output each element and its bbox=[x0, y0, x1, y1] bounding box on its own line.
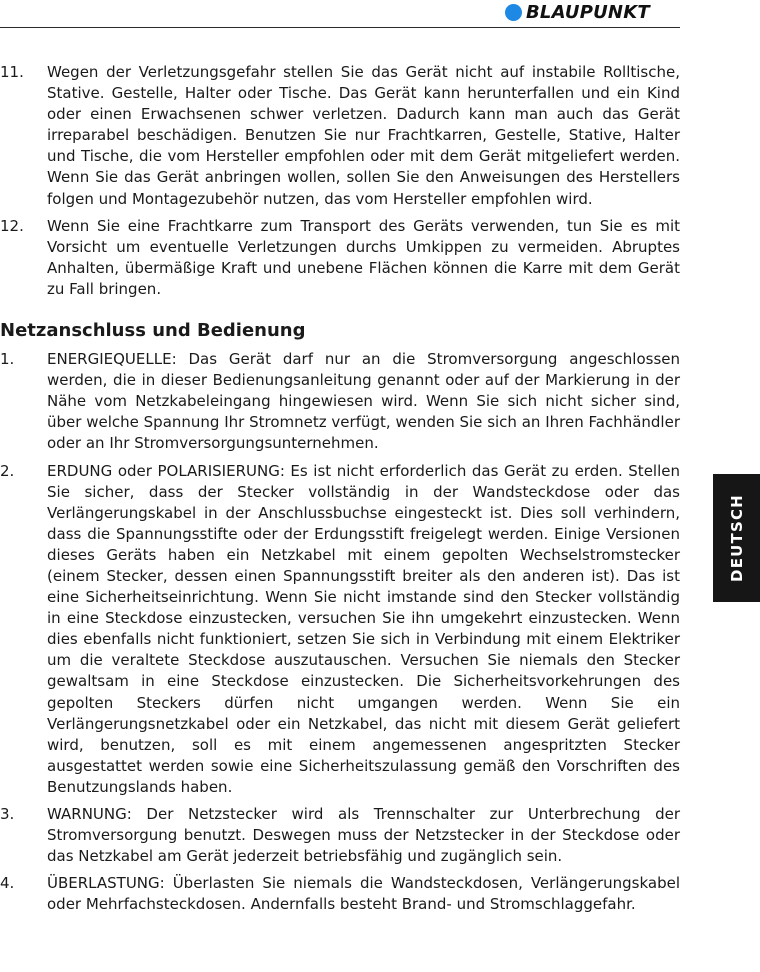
list-item-3 bbox=[0, 804, 680, 867]
item-text: ÜBERLASTUNG: Überlasten Sie niemals die Wandsteckdosen, Verlängerungskabel oder Mehrfachsteckdosen. Andernfalls besteht Brand- und Stromschlaggefahr. bbox=[47, 874, 680, 914]
logo-text: BLAUPUNKT bbox=[526, 1, 650, 23]
item-text: WARNUNG: Der Netzstecker wird als Trennschalter zur Unterbrechung der Stromversorgung benutzt. Deswegen muss der Netzstecker in der Steckdose oder das Netzkabel am Gerät jederzeit betriebsfähig und zugänglich sein. bbox=[47, 805, 680, 866]
item-text: ERDUNG oder POLARISIERUNG: Es ist nicht erforderlich das Gerät zu erden. Stellen Sie sicher, dass der Stecker vollständig in der Wandsteckdose oder das Verlängerungskabel in der Anschlussbuchse eingesteckt ist. Dies soll verhindern, dass die Spannungsstifte oder der Erdungsstift freigelegt werden. Einige Versionen dieses Geräts haben ein Netzkabel mit einem gepolten Wechselstromstecker (einem Stecker, dessen einen Spannungsstift breiter als den anderen ist). Das ist eine Sicherheitseinrichtung. Wenn Sie nicht imstande sind den Stecker vollständig in eine Steckdose einzustecken, versuchen Sie ihn umgekehrt einzustecken. Wenn dies ebenfalls nicht funktioniert, setzen Sie sich in Verbindung mit einem Elektriker um die veraltete Steckdose auszutauschen. Versuchen Sie niemals den Stecker gewaltsam in eine Steckdose einzustecken. Die Sicherheitsvorkehrungen des gepolten Steckers dürfen nicht umgangen werden. Wenn Sie ein Verlängerungsnetzkabel oder ein Netzkabel, das nicht mit diesem Gerät geliefert wird, benutzen, soll es mit einem angemessenen angespritzten Stecker ausgestattet werden sowie eine Sicherheitszulassung gemäß den Vorschriften des Benutzungslands haben. bbox=[47, 461, 680, 796]
item-number: 2. bbox=[0, 461, 15, 480]
item-number: 1. bbox=[0, 350, 15, 369]
list-item-11 bbox=[0, 62, 680, 210]
item-number: 12. bbox=[0, 216, 24, 235]
list-item-12 bbox=[0, 216, 680, 300]
item-number: 4. bbox=[0, 874, 15, 893]
item-text: Wegen der Verletzungsgefahr stellen Sie das Gerät nicht auf instabile Rolltische, Stative. Gestelle, Halter oder Tische. Das Gerät kann herunterfallen und ein Kind oder einen Erwachsenen schwer verletzen. Dadurch kann man auch das Gerät irreparabel beschädigen. Benutzen Sie nur Frachtkarren, Gestelle, Stative, Halter und Tische, die vom Hersteller empfohlen oder mit dem Gerät mitgeliefert werden. Wenn Sie das Gerät anbringen wollen, sollen Sie den Anweisungen des Herstellers folgen und Montagezubehör nutzen, das vom Hersteller empfohlen wird. bbox=[47, 63, 680, 208]
header-rule bbox=[0, 27, 680, 28]
section-heading: Netzanschluss und Bedienung bbox=[0, 320, 306, 342]
list-item-4 bbox=[0, 873, 680, 915]
item-text: Wenn Sie eine Frachtkarre zum Transport des Geräts verwenden, tun Sie es mit Vorsicht um eventuelle Verletzungen durchs Umkippen zu vermeiden. Abruptes Anhalten, übermäßige Kraft und unebene Flächen können die Karre mit dem Gerät zu Fall bringen. bbox=[47, 216, 680, 298]
item-number: 11. bbox=[0, 63, 24, 81]
page-content bbox=[0, 62, 680, 921]
list-item-1 bbox=[0, 349, 680, 454]
item-number: 3. bbox=[0, 805, 15, 823]
item-text: ENERGIEQUELLE: Das Gerät darf nur an die Stromversorgung angeschlossen werden, die in dieser Bedienungsanleitung genannt oder auf der Markierung in der Nähe vom Netzkabeleingang hingewiesen wird. Wenn Sie sich nicht sicher sind, über welche Spannung Ihr Stromnetz verfügt, wenden Sie sich an Ihren Fachhändler oder an Ihr Stromversorgungsunternehmen. bbox=[47, 350, 680, 453]
list-item-2 bbox=[0, 461, 680, 799]
blaupunkt-logo bbox=[505, 1, 650, 23]
language-tab bbox=[713, 474, 760, 602]
language-tab-label: DEUTSCH bbox=[727, 494, 746, 582]
logo-dot-icon bbox=[505, 4, 522, 21]
